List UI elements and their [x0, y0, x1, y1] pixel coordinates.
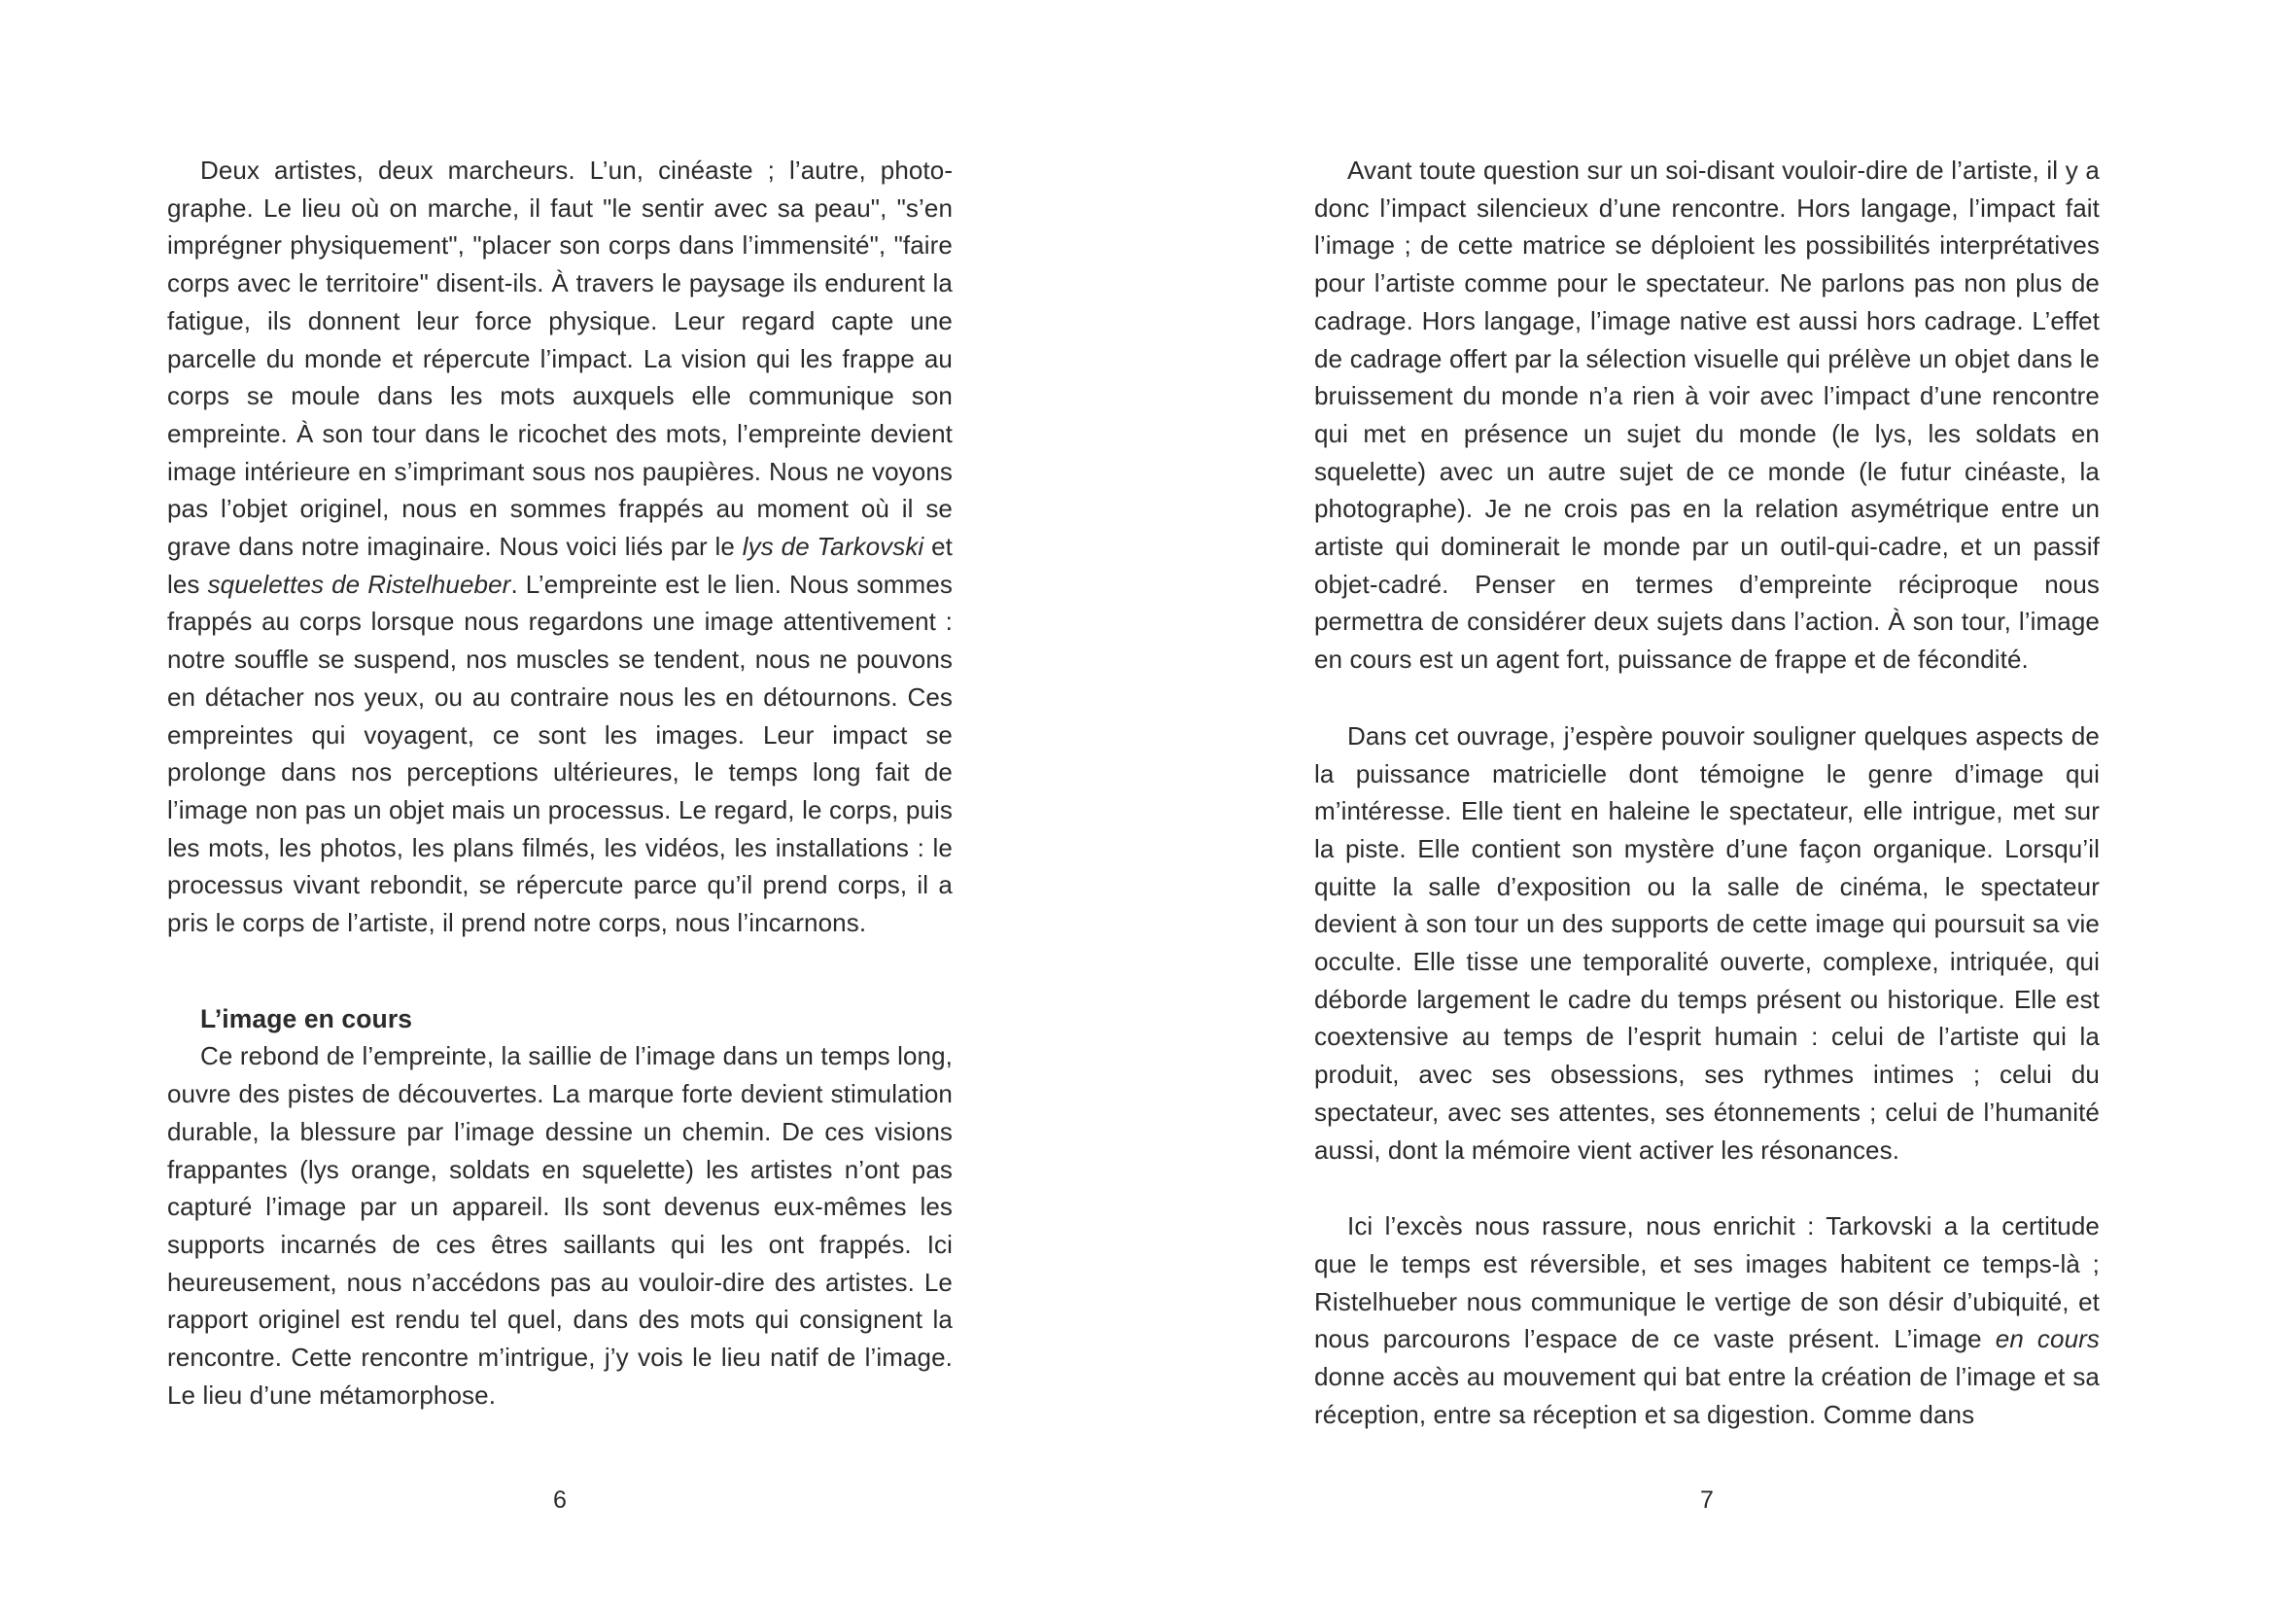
section-heading: L’image en cours	[200, 1003, 413, 1033]
paragraph-text: Deux artistes, deux marcheurs. L’un, cinéaste ; l’autre, photographe. Le lieu où on marche, il faut "le sentir avec sa peau", "s’en imprégner physiquement", "placer son corps dans l’immensité", "faire corps avec le territoire" disent-ils. À travers le paysage ils endurent la fatigue, ils donnent leur force physique. Leur regard capte une parcelle du monde et répercute l’impact. La vision qui les frappe au corps se moule dans les mots auxquels elle communique son empreinte. À son tour dans le ricochet des mots, l’empreinte devient image intérieure en s’imprimant sous nos paupières. Nous ne voyons pas l’objet originel, nous en sommes frappés au moment où il se grave dans notre imaginaire. Nous voici liés par le	[167, 156, 953, 562]
paragraph-text: Ici l’excès nous rassure, nous enrichit : Tarkovski a la certitude que le temps est réversible, et ses images habitent ce temps-là ; Ristelhueber nous communique le vertige de son désir d’ubiquité, et nous parcourons l’espace de ce vaste présent. L’image	[1314, 1211, 2100, 1354]
italic-phrase: en cours	[1995, 1324, 2100, 1354]
italic-phrase: squelettes de Ristelhueber	[207, 569, 511, 599]
text-column-left	[167, 152, 953, 1415]
page-number: 6	[553, 1486, 567, 1514]
body-paragraph: Avant toute question sur un soi-disant vouloir-dire de l’artiste, il y a donc l’impact silencieux d’une rencontre. Hors langage, l’impact fait l’image ; de cette matrice se déploient les possibilités interprétatives pour l’artiste comme pour le spectateur. Ne parlons pas non plus de cadrage. Hors langage, l’image native est aussi hors cadrage. L’effet de cadrage offert par la sélection visuelle qui prélève un objet dans le bruissement du monde n’a rien à voir avec l’impact d’une rencontre qui met en présence un sujet du monde (le lys, les soldats en squelette) avec un autre sujet de ce monde (le futur cinéaste, la photographe). Je ne crois pas en la relation asymétrique entre un artiste qui dominerait le monde par un outil-qui-cadre, et un passif objet-cadré. Penser en termes d’empreinte réciproque nous permettra de considérer deux sujets dans l’action. À son tour, l’image en cours est un agent fort, puissance de frappe et de fécondité.	[1314, 156, 2100, 675]
paragraph-text: donne accès au mouvement qui bat entre la création de l’image et sa réception, entre sa réception et sa digestion. Comme dans	[1314, 1362, 2100, 1429]
body-paragraph: Dans cet ouvrage, j’espère pouvoir souligner quelques aspects de la puissance matricielle dont témoigne le genre d’image qui m’intéresse. Elle tient en haleine le spectateur, elle intrigue, met sur la piste. Elle contient son mystère d’une façon organique. Lorsqu’il quitte la salle d’exposition ou la salle de cinéma, le spectateur devient à son tour un des supports de cette image qui poursuit sa vie occulte. Elle tisse une temporalité ouverte, complexe, intriquée, qui déborde largement le cadre du temps présent ou historique. Elle est coextensive au temps de l’esprit humain : celui de l’artiste qui la produit, avec ses obsessions, ses rythmes intimes ; celui du spectateur, avec ses attentes, ses étonnements ; celui de l’humanité aussi, dont la mémoire vient activer les résonances.	[1314, 720, 2100, 1165]
page-right	[1148, 0, 2296, 1607]
text-column-right	[1314, 152, 2100, 1434]
body-paragraph: Ce rebond de l’empreinte, la saillie de l’image dans un temps long, ouvre des pistes de découvertes. La marque forte devient stimulation durable, la blessure par l’image dessine un chemin. De ces visions frappantes (lys orange, soldats en squelette) les artistes n’ont pas capturé l’image par un appareil. Ils sont devenus eux-mêmes les supports incarnés de ces êtres saillants qui les ont frappés. Ici heureusement, nous n’accédons pas au vouloir-dire des artistes. Le rapport originel est rendu tel quel, dans des mots qui consignent la rencontre. Cette rencontre m’intrigue, j’y vois le lieu natif de l’image. Le lieu d’une métamorphose.	[167, 1041, 953, 1410]
paragraph-spacer	[1314, 679, 2100, 717]
section-spacer	[167, 942, 953, 1000]
italic-phrase: lys de Tarkovski	[742, 532, 924, 562]
paragraph-text: et les	[167, 532, 953, 599]
body-paragraph	[167, 152, 953, 942]
paragraph-spacer	[1314, 1169, 2100, 1207]
paragraph-text: . L’empreinte est le lien. Nous sommes frappés au corps lorsque nous regardons une image attentivement : notre souffle se suspend, nos muscles se tendent, nous ne pouvons en détacher nos yeux, ou au contraire nous les en détournons. Ces empreintes qui voyagent, ce sont les images. Leur impact se prolonge dans nos perceptions ultérieures, le temps long fait de l’image non pas un objet mais un processus. Le regard, le corps, puis les mots, les photos, les plans filmés, les vidéos, les installations : le processus vivant rebondit, se répercute parce qu’il prend corps, il a pris le corps de l’artiste, il prend notre corps, nous l’incarnons.	[167, 569, 953, 938]
page-number: 7	[1700, 1486, 1714, 1514]
body-paragraph	[1314, 1207, 2100, 1433]
